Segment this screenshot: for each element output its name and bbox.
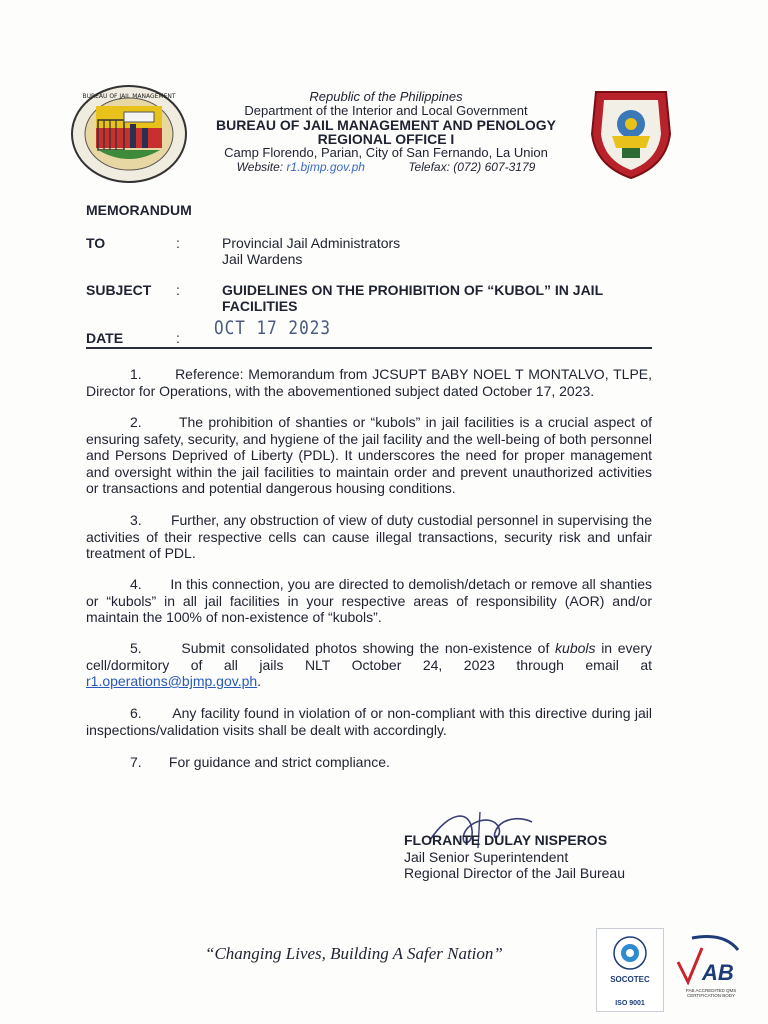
pab-accreditation-badge: [672, 932, 744, 1012]
paragraph-5-text-b: in every cell/dormitory of all jails NLT October 24, 2023 through email at: [86, 640, 652, 673]
paragraph-5-kubols: kubols: [555, 640, 596, 656]
operations-email-link[interactable]: r1.operations@bjmp.gov.ph: [86, 673, 258, 689]
contact-line: [196, 160, 576, 174]
socotec-name: SOCOTEC: [610, 975, 650, 984]
website-link[interactable]: r1.bjmp.gov.ph: [286, 160, 365, 174]
to-value: [222, 235, 400, 267]
department-line: Department of the Interior and Local Government: [244, 103, 528, 118]
date-colon: :: [176, 330, 180, 346]
paragraph-7-text: For guidance and strict compliance.: [168, 754, 390, 770]
date-label: DATE: [86, 330, 124, 346]
memo-title: MEMORANDUM: [86, 202, 192, 218]
paragraph-6: [86, 705, 652, 738]
paragraph-1-text: Reference: Memorandum from JCSUPT BABY NOEL T MONTALVO, TLPE, Director for Operations, with the abovementioned subject dated October 17, 2023.: [86, 366, 653, 399]
letterhead: [196, 90, 576, 174]
to-recipient-2: Jail Wardens: [222, 251, 303, 267]
paragraph-5: [86, 640, 652, 690]
paragraph-4: [86, 576, 652, 626]
footer-tagline: “Changing Lives, Building A Safer Nation”: [205, 944, 503, 963]
paragraph-6-text: Any facility found in violation of or non-compliant with this directive during jail inspections/validation visits shall be dealt with accordingly.: [86, 705, 652, 738]
iso-label: ISO 9001: [615, 1000, 645, 1007]
signatory-rank: Jail Senior Superintendent: [404, 849, 569, 865]
paragraph-2-text: The prohibition of shanties or “kubols” in jail facilities is a crucial aspect of ensuring safety, security, and hygiene of the jail facility and the well-being of both personnel and Persons Deprived of Liberty (PDL). It underscores the need for proper management and oversight within the jail facilities to maintain order and prevent unauthorized activities or transactions and potential dangerous housing conditions.: [86, 414, 653, 496]
subject-line-2: FACILITIES: [222, 298, 298, 314]
bjmp-seal-icon: [70, 84, 188, 184]
signatory-name: FLORANTE DULAY NISPEROS: [404, 832, 608, 848]
bureau-name: BUREAU OF JAIL MANAGEMENT AND PENOLOGY: [216, 117, 556, 133]
paragraph-3-text: Further, any obstruction of view of duty custodial personnel in supervising the activities of their respective cells can cause illegal transactions, security risk and unfair treatment of PDL.: [86, 512, 652, 561]
paragraph-7: [86, 754, 652, 771]
subject-label: SUBJECT: [86, 282, 152, 298]
regional-office: REGIONAL OFFICE I: [317, 131, 455, 147]
paragraph-7-number: 7.: [130, 754, 142, 770]
to-colon: :: [176, 235, 180, 251]
paragraph-3-number: 3.: [130, 512, 142, 528]
header-divider: [86, 347, 652, 349]
paragraph-3: [86, 512, 652, 562]
paragraph-4-number: 4.: [130, 576, 142, 592]
signatory-position: Regional Director of the Jail Bureau: [404, 865, 626, 881]
date-stamp: OCT 17 2023: [214, 316, 331, 339]
paragraph-4-text: In this connection, you are directed to demolish/detach or remove all shanties or “kubols” in all jail facilities in your respective areas of responsibility (AOR) and/or maintain the 100% of non-existence of “kubols”.: [86, 576, 652, 625]
paragraph-5-number: 5.: [130, 640, 142, 656]
address-line: Camp Florendo, Parian, City of San Fernando, La Union: [224, 145, 548, 160]
subject-line-1: GUIDELINES ON THE PROHIBITION OF “KUBOL” IN JAIL: [222, 282, 604, 298]
paragraph-1-number: 1.: [130, 366, 142, 382]
paragraph-5-text-a: Submit consolidated photos showing the non-existence of: [181, 640, 556, 656]
paragraph-2-number: 2.: [130, 414, 142, 430]
svg-text:BUREAU OF JAIL MANAGEMENT: BUREAU OF JAIL MANAGEMENT: [82, 93, 176, 100]
website-label: Website:: [236, 160, 284, 174]
to-label: TO: [86, 235, 106, 251]
subject-colon: :: [176, 282, 180, 298]
paragraph-1: [86, 366, 652, 399]
telefax: Telefax: (072) 607-3179: [408, 160, 536, 174]
svg-text:AB: AB: [702, 960, 734, 985]
paragraph-5-end: .: [257, 673, 262, 689]
socotec-certification-badge: [596, 928, 664, 1012]
socotec-logo-icon: [597, 929, 663, 975]
pab-caption: PAB ACCREDITED QMS CERTIFICATION BODY: [685, 988, 737, 998]
to-recipient-1: Provincial Jail Administrators: [222, 235, 401, 251]
paragraph-2: [86, 414, 652, 497]
republic-line: Republic of the Philippines: [309, 89, 463, 104]
region-seal-icon: [586, 84, 676, 182]
pab-logo-icon: [672, 932, 744, 988]
paragraph-6-number: 6.: [130, 705, 142, 721]
subject-value: [222, 282, 603, 314]
